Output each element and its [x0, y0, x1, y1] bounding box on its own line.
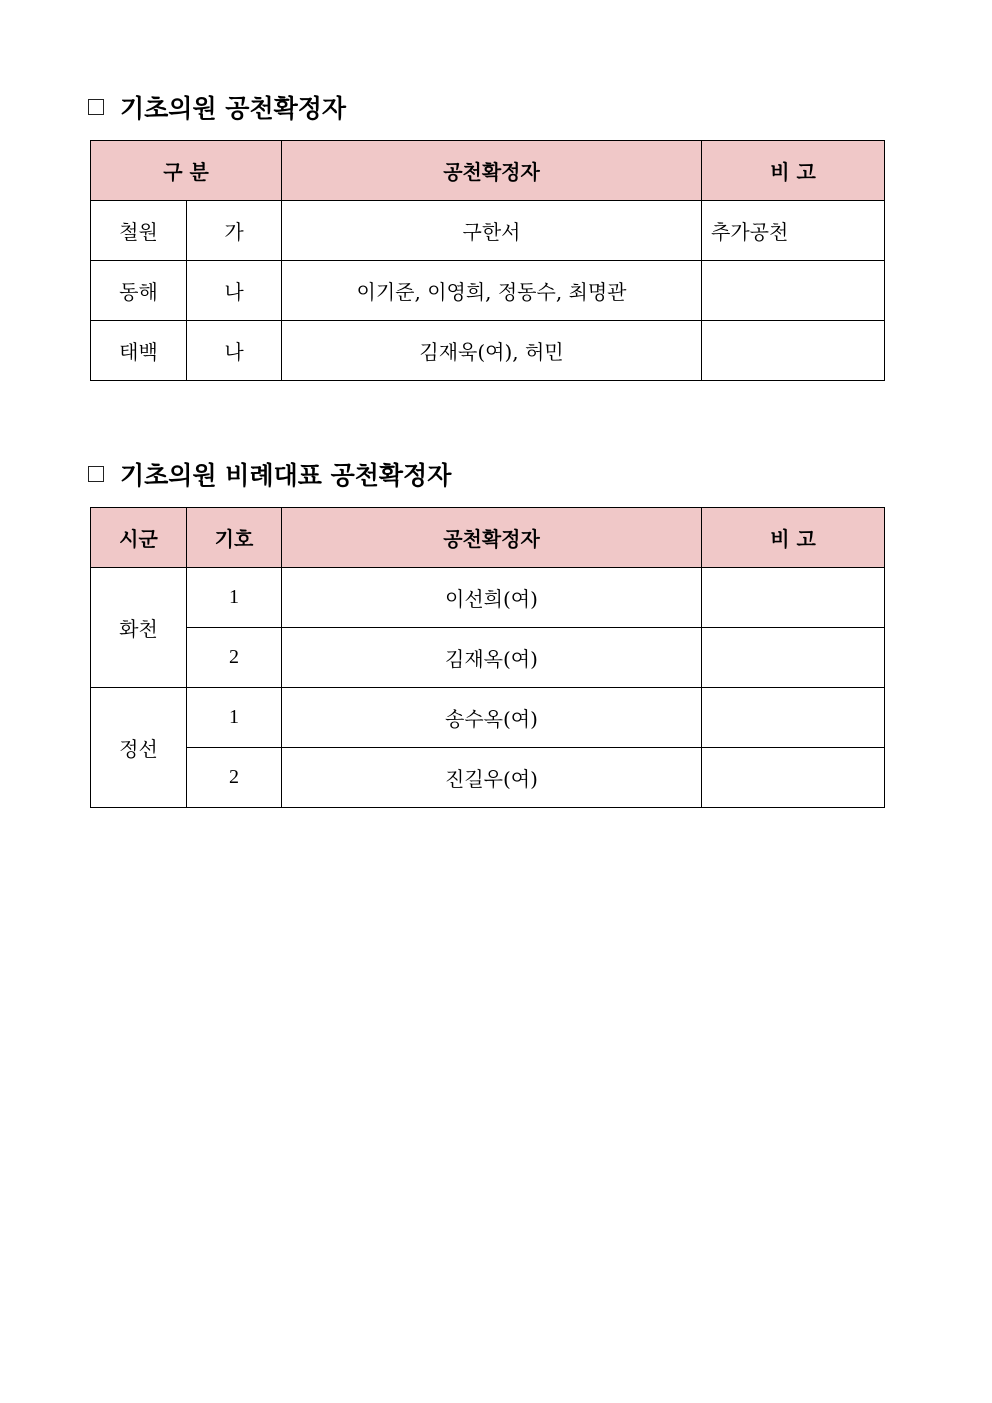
header-nominee: 공천확정자: [282, 508, 702, 568]
table-row: [91, 201, 885, 261]
number-cell: 1: [187, 688, 282, 748]
nominee-cell: 이기준, 이영희, 정동수, 최명관: [282, 261, 702, 321]
section2-title: [88, 456, 451, 492]
number-cell: 2: [187, 628, 282, 688]
checkbox-icon: [88, 99, 104, 115]
note-cell: [702, 748, 885, 808]
table-row: [91, 321, 885, 381]
region-cell: 철원: [91, 201, 187, 261]
table-row: [91, 748, 885, 808]
header-nominee: 공천확정자: [282, 141, 702, 201]
county-cell: 화천: [91, 568, 187, 688]
note-cell: 추가공천: [702, 201, 885, 261]
region-cell: 태백: [91, 321, 187, 381]
nominee-cell: 구한서: [282, 201, 702, 261]
note-cell: [702, 568, 885, 628]
proportional-nominee-table: [90, 507, 885, 808]
nominee-cell: 김재욱(여), 허민: [282, 321, 702, 381]
table-row: [91, 568, 885, 628]
section2-title-text: 기초의원 비례대표 공천확정자: [120, 461, 452, 490]
table-header-row: [91, 508, 885, 568]
region-cell: 동해: [91, 261, 187, 321]
nominee-cell: 진길우(여): [282, 748, 702, 808]
note-cell: [702, 628, 885, 688]
number-cell: 2: [187, 748, 282, 808]
nominee-cell: 이선희(여): [282, 568, 702, 628]
table-row: [91, 688, 885, 748]
nominee-table: [90, 140, 885, 381]
district-cell: 가: [187, 201, 282, 261]
header-number: 기호: [187, 508, 282, 568]
header-county: 시군: [91, 508, 187, 568]
table-header-row: [91, 141, 885, 201]
section1-title-text: 기초의원 공천확정자: [120, 94, 347, 123]
number-cell: 1: [187, 568, 282, 628]
nominee-cell: 김재옥(여): [282, 628, 702, 688]
note-cell: [702, 321, 885, 381]
table-row: [91, 261, 885, 321]
section1-title: [88, 89, 346, 125]
header-division: 구 분: [91, 141, 282, 201]
note-cell: [702, 688, 885, 748]
county-cell: 정선: [91, 688, 187, 808]
district-cell: 나: [187, 321, 282, 381]
checkbox-icon: [88, 466, 104, 482]
table-row: [91, 628, 885, 688]
nominee-cell: 송수옥(여): [282, 688, 702, 748]
header-note: 비 고: [702, 141, 885, 201]
note-cell: [702, 261, 885, 321]
district-cell: 나: [187, 261, 282, 321]
header-note: 비 고: [702, 508, 885, 568]
